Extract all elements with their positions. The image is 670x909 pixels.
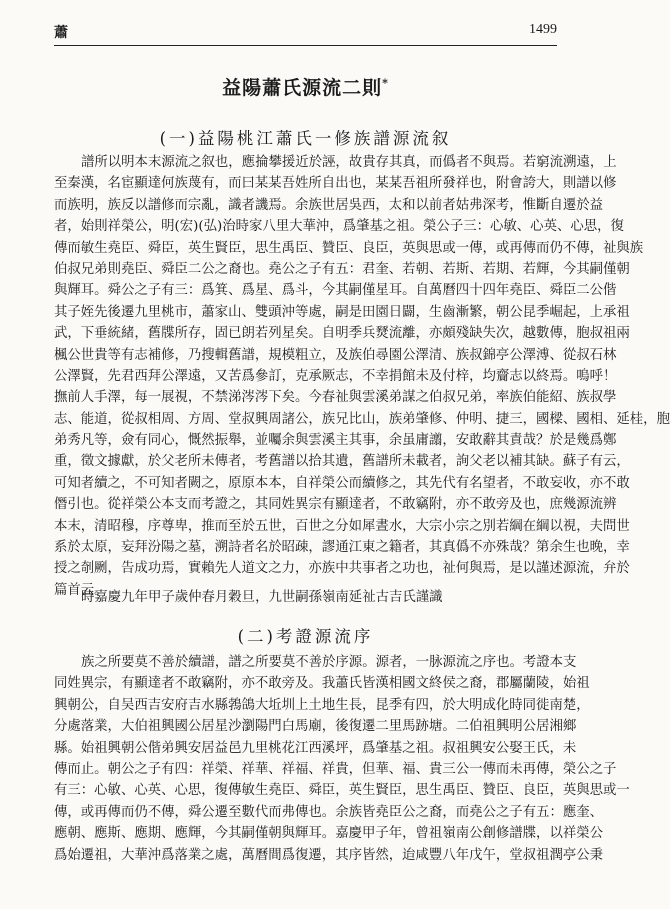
signature-line: 時嘉慶九年甲子歲仲春月穀旦，九世嗣孫嶺南延祉古吉氏謹識 [81, 590, 443, 605]
text-line: 傳而止。朝公之子有四：祥榮、祥華、祥福、祥貴，但華、福、貴三公一傳而未再傳，榮公之子 [54, 761, 617, 777]
text-line: 爲始遷祖，大華沖爲落業之處，萬曆間爲復遷，其序皆然，迨咸豐八年戊午，堂叔祖潤亭公秉 [54, 847, 604, 863]
text-line: 其子姪先後遷九里桃市，蕭家山、雙頭沖等處，嗣是田園日闢，生齒漸繁，朝公昆季崛起，上承祖 [54, 304, 630, 320]
section-2-body [54, 652, 630, 866]
text-line: 系於太原，妄拜汾陽之墓，溯詩者名於昭疎，謬通江東之籍者，其真僞不亦殊哉？第余生也晚，幸 [54, 540, 630, 556]
text-line: 興朝公，自吴西吉安府吉水縣鵓鴿大坵圳上土地生長，昆季有四，於大明成化時同徙南楚， [54, 697, 590, 713]
text-line: 而族明，族反以譜修而宗亂，識者譏焉。余族世居吳西，太和以前者姑弗深考，惟斷自遷於益 [54, 197, 604, 213]
running-head: 蕭 [54, 25, 68, 41]
text-line: 分處落業，大伯祖興國公居星沙瀏陽門白馬廟，後復遷二里馬跡塘。二伯祖興明公居湘鄉 [54, 719, 577, 735]
text-line: 族之所要莫不善於續譜，譜之所要莫不善於序源。源者，一脉源流之序也。考證本支 [81, 655, 577, 670]
text-line: 公澤賢，先君西拜公澤遠，又苦爲參訂，克承厥志，不幸捐館未及付梓，均齎志以終焉。嗚呼！ [54, 368, 617, 384]
text-line: 授之剞劂，告成功焉，實賴先人道文之力，亦族中共事者之功也，祉何與焉，是以謹述源流，弁於 [54, 561, 630, 577]
page-header [54, 22, 557, 44]
text-line: 有三：心敏、心英、心思，復傳敏生堯臣、舜臣，英生賢臣，思生禹臣、贊臣、良臣，英與思或一 [54, 783, 630, 799]
header-rule [54, 45, 557, 46]
text-line: 篇首云。 [54, 582, 108, 598]
text-line: 至秦漢，名宦顯達何族蔑有，而曰某某吾姓所自出也，某某吾祖所發祥也，附會誇大，則譜以修 [54, 176, 617, 192]
section-1-title: (一)益陽桃江蕭氏一修族譜源流叙 [159, 129, 452, 148]
text-line: 撫前人手澤，每一展視，不禁涕涔涔下矣。今春祉與雲溪弟謀之伯叔兄弟，率族伯能紹、族叔學 [54, 390, 617, 406]
text-line: 志、能道，從叔相周、方周、堂叔興周諸公，族兄比山，族弟肇修、仲明、捷三，國樑、國相、延桂，胞 [54, 411, 670, 427]
section-1-paragraph [54, 152, 670, 601]
article-title [0, 73, 611, 100]
text-line: 譜所以明本末源流之叙也，應掄攀援近於誣，故貴存其真，而僞者不與焉。若窮流溯遠，上 [81, 155, 617, 170]
text-line: 傳而敏生堯臣、舜臣，英生賢臣，思生禹臣、贊臣、良臣，英與思或一傳，或再傳而仍不傳，祉與族 [54, 240, 644, 256]
text-line: 武，下垂統緒，舊牒所存，固已朗若列星矣。自明季兵燹流離，亦頗殘缺失次，越數傳，胞叔祖兩 [54, 326, 630, 342]
section-2-paragraph [54, 652, 630, 866]
text-line: 弟秀凡等，僉有同心，慨然振舉，並囑余與雲溪主其事，余虽庸譾，安敢辭其責哉？於是幾爲鄭 [54, 433, 617, 449]
footnote-mark: * [382, 76, 389, 90]
section-2-title: (二)考證源流序 [237, 627, 374, 646]
text-line: 同姓異宗，有顯達者不敢竊附，亦不敢旁及。我蕭氏皆漢相國文終侯之裔，郡屬蘭陵，始祖 [54, 676, 590, 692]
text-line: 本末，清昭穆，序尊卑，推而至於五世，百世之分如犀晝水，大宗小宗之別若綱在綱以視，夫問世 [54, 518, 630, 534]
text-line: 楓公世貴等有志補修，乃搜輯舊譜，規模粗立，及族伯尋園公澤清、族叔錦亭公澤溥、從叔石林 [54, 347, 617, 363]
text-line: 者，始則祥榮公，明(宏)(弘)治時家八里大華沖，爲肇基之祖。榮公子三：心敏、心英、心思，復 [54, 219, 624, 235]
page-number: 1499 [529, 22, 557, 37]
text-line: 可知者續之，不可知者闕之，原原本本，自祥榮公而續修之，其先代有名望者，不敢妄收，亦不敢 [54, 475, 630, 491]
text-line: 與輝耳。舜公之子有三：爲箕、爲星、爲斗，今其嗣僅星耳。自萬曆四十四年堯臣、舜臣二公偕 [54, 283, 617, 299]
signature-block [54, 587, 557, 608]
text-line: 僭引也。從祥榮公本支而考證之，其同姓異宗有顯達者，不敢竊附，亦不敢旁及也，庶幾源流辨 [54, 497, 617, 513]
section-1-body [54, 152, 670, 601]
text-line: 縣。始祖興朝公偕弟興安居益邑九里桃花江西溪坪，爲肇基之祖。叔祖興安公娶王氏，未 [54, 740, 577, 756]
text-line: 傳，或再傳而仍不傳，舜公遷至數代而弗傳也。余族皆堯臣公之裔，而堯公之子有五：應奎、 [54, 804, 604, 820]
text-line: 伯叔兄弟則堯臣、舜臣二公之裔也。堯公之子有五：君奎、若朝、若斯、若期、若輝，今其嗣僅朝 [54, 261, 630, 277]
article-title-text: 益陽蕭氏源流二則 [222, 77, 383, 99]
text-line: 重，徵文據獻，於父老所未傳者，考舊譜以拾其遺，舊譜所未載者，詢父老以補其缺。蘇子有云， [54, 454, 630, 470]
text-line: 應朝、應斯、應期、應輝，今其嗣僅朝與輝耳。嘉慶甲子年，曾祖嶺南公創修譜牒，以祥榮公 [54, 826, 604, 842]
